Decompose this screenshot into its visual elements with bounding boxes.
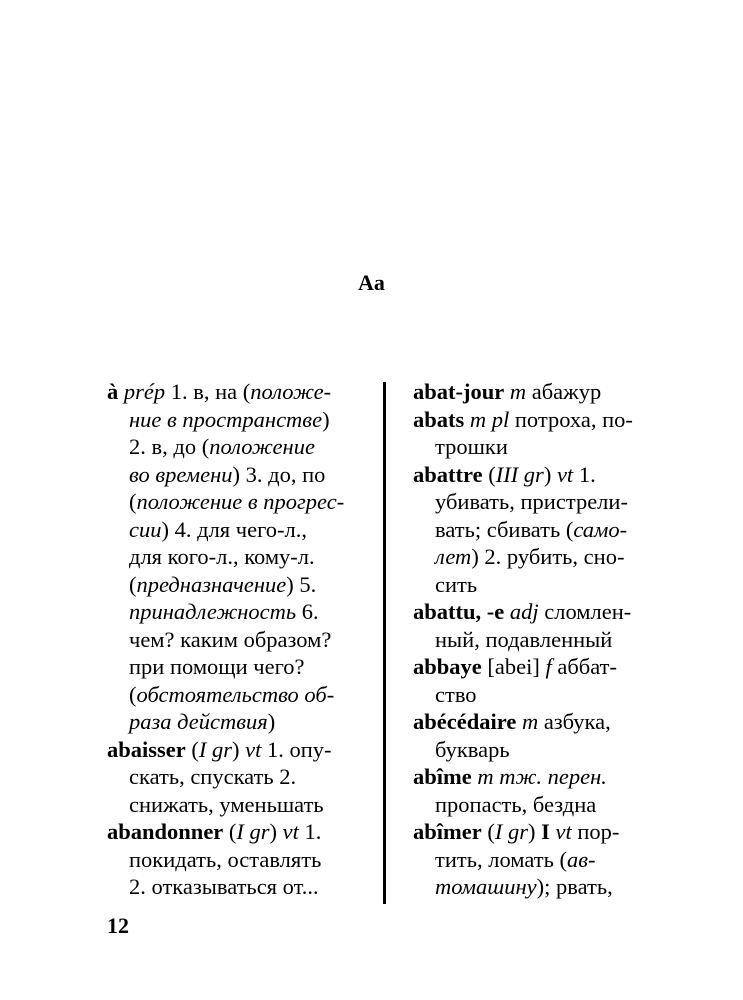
- entry-headword-line: [413, 378, 675, 406]
- entry-continuation-line: [107, 763, 369, 791]
- italic-gloss-text: vt: [555, 819, 572, 844]
- italic-gloss-text: предназначение: [136, 571, 287, 597]
- definition-text: ) 3. до, по: [232, 461, 326, 487]
- definition-text: сломлен-: [538, 599, 632, 624]
- definition-text: ): [267, 709, 276, 734]
- italic-gloss-text: vt: [245, 736, 262, 762]
- definition-text: ); рвать,: [536, 874, 613, 899]
- definition-text: ): [543, 461, 557, 487]
- italic-gloss-text: I gr: [236, 819, 270, 844]
- entry-continuation-line: [413, 736, 675, 764]
- headword-text: I: [541, 819, 550, 844]
- definition-text: (: [129, 571, 137, 597]
- italic-gloss-text: во времени: [129, 461, 233, 487]
- definition-text: снижать, уменьшать: [129, 791, 324, 817]
- entry-continuation-line: [107, 598, 369, 626]
- definition-text: ный, подавленный: [435, 626, 613, 652]
- italic-gloss-text: III gr: [495, 461, 544, 487]
- definition-text: ): [322, 406, 330, 432]
- italic-gloss-text: I gr: [198, 736, 232, 762]
- headword-text: abandonner: [107, 819, 224, 844]
- definition-text: (: [481, 819, 495, 844]
- entry-headword-line: [413, 708, 675, 736]
- entry-continuation-line: [413, 488, 675, 516]
- headword-text: abats: [413, 406, 465, 432]
- italic-gloss-text: обстоятельство об-: [136, 681, 335, 707]
- definition-text: азбука,: [538, 709, 611, 734]
- entry-continuation-line: [107, 571, 369, 599]
- definition-text: ) 2. рубить, сно-: [471, 544, 625, 569]
- entry-headword-line: [413, 653, 675, 681]
- italic-gloss-text: prép: [123, 379, 166, 404]
- entry-headword-line: [107, 818, 369, 846]
- italic-gloss-text: сии: [129, 516, 162, 542]
- headword-text: abattu, -e: [413, 599, 505, 624]
- entry-headword-line: [413, 818, 675, 846]
- headword-text: abattre: [413, 461, 483, 487]
- definition-text: 1.: [573, 461, 596, 487]
- entry-continuation-line: [107, 488, 369, 516]
- definition-text: (: [129, 489, 137, 514]
- entry-continuation-line: [413, 543, 675, 571]
- italic-gloss-text: f: [545, 654, 552, 679]
- entry-headword-line: [107, 736, 369, 764]
- definition-text: ) 4. для чего-л.,: [161, 516, 307, 542]
- entry-headword-line: [413, 598, 675, 626]
- definition-text: скать, спускать 2.: [129, 764, 297, 789]
- definition-text: (: [185, 736, 199, 762]
- headword-text: à: [107, 379, 124, 404]
- entry-continuation-line: [107, 461, 369, 489]
- definition-text: тить, ломать (: [435, 846, 567, 872]
- entry-continuation-line: [107, 543, 369, 571]
- dictionary-column-right: [413, 378, 675, 901]
- definition-text: 2. в, до (: [129, 434, 210, 459]
- headword-text: abat-jour: [413, 379, 505, 404]
- italic-gloss-text: vt: [282, 819, 299, 844]
- entry-continuation-line: [413, 791, 675, 819]
- entry-continuation-line: [107, 708, 369, 736]
- definition-text: аббат-: [551, 654, 617, 679]
- entry-continuation-line: [107, 681, 369, 709]
- entry-continuation-line: [107, 873, 369, 901]
- entry-continuation-line: [107, 433, 369, 461]
- definition-text: 2. отказываться от...: [129, 874, 319, 899]
- definition-text: ) 5.: [286, 571, 317, 597]
- entry-headword-line: [107, 378, 369, 406]
- entry-continuation-line: [107, 653, 369, 681]
- definition-text: ): [269, 819, 283, 844]
- definition-text: трошки: [435, 434, 508, 459]
- headword-text: abîmer: [413, 819, 482, 844]
- italic-gloss-text: положе-: [250, 379, 332, 404]
- definition-text: чем? каким образом?: [129, 626, 332, 652]
- definition-text: букварь: [435, 736, 510, 762]
- entry-continuation-line: [413, 433, 675, 461]
- entry-continuation-line: [107, 406, 369, 434]
- entry-continuation-line: [107, 516, 369, 544]
- italic-gloss-text: томашину: [435, 874, 537, 899]
- italic-gloss-text: vt: [556, 461, 574, 487]
- italic-gloss-text: положение в прогрес-: [136, 489, 345, 514]
- entry-continuation-line: [413, 846, 675, 874]
- definition-text: (: [129, 681, 137, 707]
- definition-text: (: [223, 819, 237, 844]
- italic-gloss-text: m pl: [469, 406, 510, 432]
- definition-text: 1. опу-: [261, 736, 332, 762]
- italic-gloss-text: ние в пространстве: [129, 406, 323, 432]
- italic-gloss-text: лет: [435, 544, 472, 569]
- italic-gloss-text: m: [509, 379, 527, 404]
- italic-gloss-text: m: [521, 709, 539, 734]
- page-number: 12: [107, 913, 129, 938]
- headword-text: abîme: [413, 764, 472, 789]
- entry-headword-line: [413, 406, 675, 434]
- headword-text: abécédaire: [413, 709, 517, 734]
- column-divider: [383, 382, 386, 904]
- definition-text: вать; сбивать (: [435, 516, 574, 542]
- italic-gloss-text: принадлежность: [129, 599, 297, 624]
- italic-gloss-text: само-: [573, 516, 628, 542]
- definition-text: убивать, пристрели-: [435, 489, 628, 514]
- entry-headword-line: [413, 461, 675, 489]
- definition-text: 1.: [298, 819, 322, 844]
- definition-text: 6.: [296, 599, 319, 624]
- entry-continuation-line: [413, 571, 675, 599]
- entry-continuation-line: [107, 791, 369, 819]
- italic-gloss-text: положение: [209, 434, 315, 459]
- headword-text: abaisser: [107, 736, 186, 762]
- italic-gloss-text: m тж. перен.: [477, 764, 607, 789]
- italic-gloss-text: adj: [509, 599, 539, 624]
- definition-text: потроха, по-: [509, 406, 633, 432]
- definition-text: сить: [435, 571, 478, 597]
- definition-text: при помощи чего?: [129, 654, 305, 679]
- entry-continuation-line: [413, 516, 675, 544]
- italic-gloss-text: ав-: [566, 846, 596, 872]
- definition-text: покидать, оставлять: [129, 846, 322, 872]
- definition-text: 1. в, на (: [165, 379, 251, 404]
- definition-text: [abei]: [481, 654, 546, 679]
- entry-headword-line: [413, 763, 675, 791]
- dictionary-column-left: [107, 378, 369, 901]
- definition-text: ): [232, 736, 246, 762]
- italic-gloss-text: раза действия: [129, 709, 268, 734]
- entry-continuation-line: [413, 681, 675, 709]
- definition-text: пропасть, бездна: [435, 791, 597, 817]
- definition-text: ство: [435, 681, 477, 707]
- definition-text: ): [527, 819, 542, 844]
- definition-text: пор-: [571, 819, 620, 844]
- entry-continuation-line: [413, 626, 675, 654]
- entry-continuation-line: [107, 626, 369, 654]
- definition-text: (: [482, 461, 496, 487]
- entry-continuation-line: [107, 846, 369, 874]
- definition-text: абажур: [526, 379, 602, 404]
- italic-gloss-text: I gr: [494, 819, 528, 844]
- definition-text: для кого-л., кому-л.: [129, 544, 315, 569]
- entry-continuation-line: [413, 873, 675, 901]
- letter-heading: Aa: [358, 270, 385, 295]
- headword-text: abbaye: [413, 654, 482, 679]
